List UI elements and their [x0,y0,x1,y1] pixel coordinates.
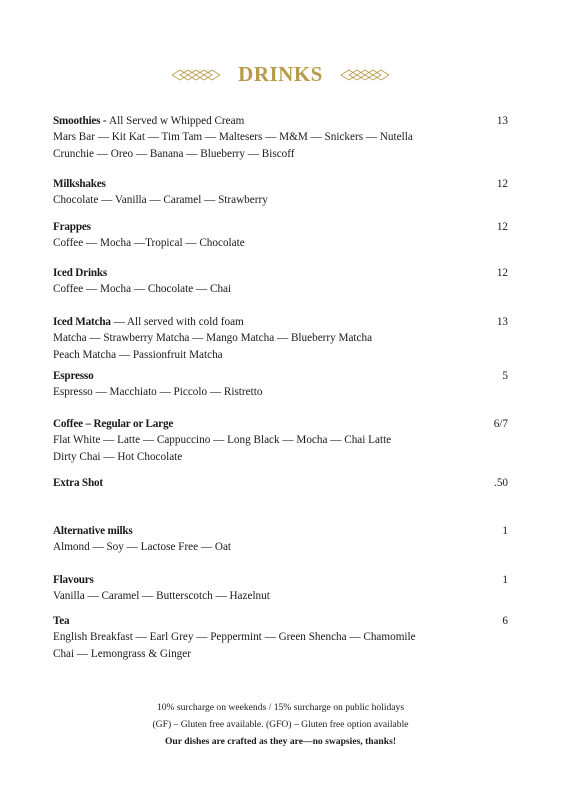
menu-section-alternative-milks [53,523,508,556]
items-line: Espresso — Macchiato — Piccolo — Ristretto [53,386,263,398]
section-price: 6 [502,615,508,627]
menu-section-iced-matcha [53,314,508,363]
menu-section-extra-shot [53,475,508,491]
menu-section-smoothies [53,113,508,162]
section-title: Espresso [53,370,94,382]
section-title: Alternative milks [53,525,133,537]
section-note: — All served with cold foam [110,316,244,328]
items-line: Crunchie — Oreo — Banana — Blueberry — Biscoff [53,147,295,160]
section-title: Iced Matcha [53,316,111,328]
section-price: 13 [496,316,508,328]
items-line: Mars Bar — Kit Kat — Tim Tam — Maltesers — M&M — Snickers — Nutella [53,131,413,143]
menu-title: DRINKS [238,62,323,86]
section-price: 12 [496,267,508,279]
items-line: Chocolate — Vanilla — Caramel — Strawberry [53,194,268,206]
section-title: Tea [53,615,70,627]
menu-section-frappes [53,219,508,252]
section-title: Frappes [53,221,91,233]
section-price: 6/7 [493,418,508,430]
section-price: 12 [496,178,508,190]
section-title: Coffee – Regular or Large [53,418,174,430]
section-title: Flavours [53,574,94,586]
menu-section-tea [53,613,508,662]
menu-header [0,60,561,92]
section-price: 12 [496,221,508,233]
items-line: Dirty Chai — Hot Chocolate [53,450,183,463]
menu-section-coffee [53,416,508,465]
items-line: Almond — Soy — Lactose Free — Oat [53,541,232,553]
section-price: 1 [502,574,508,586]
menu-section-espresso [53,368,508,401]
surcharge-note: 10% surcharge on weekends / 15% surcharge on public holidays [156,702,405,713]
items-line: Coffee — Mocha —Tropical — Chocolate [53,237,245,249]
menu-footer [0,699,561,750]
items-line: Peach Matcha — Passionfruit Matcha [53,348,223,361]
section-title: Milkshakes [53,178,106,190]
art-deco-right-ornament-icon [339,66,389,84]
section-price: 13 [496,115,508,127]
section-title: Extra Shot [53,477,103,489]
menu-section-milkshakes [53,176,508,209]
section-note: All Served w Whipped Cream [109,115,245,127]
items-line: English Breakfast — Earl Grey — Peppermint — Green Shencha — Chamomile [53,631,416,643]
section-price: 1 [502,525,508,537]
items-line: Flat White — Latte — Cappuccino — Long Black — Mocha — Chai Latte [53,434,392,446]
items-line: Vanilla — Caramel — Butterscotch — Hazelnut [53,590,270,602]
section-price: .50 [494,477,508,489]
items-line: Chai — Lemongrass & Ginger [53,647,191,660]
gluten-free-note: (GF) – Gluten free available. (GFO) – Gluten free option available [152,719,409,730]
no-swaps-note: Our dishes are crafted as they are—no swapsies, thanks! [164,736,397,747]
section-title: Iced Drinks [53,267,108,279]
items-line: Matcha — Strawberry Matcha — Mango Matcha — Blueberry Matcha [53,332,373,344]
section-price: 5 [502,370,508,382]
menu-section-flavours [53,572,508,605]
items-line: Coffee — Mocha — Chocolate — Chai [53,283,232,295]
menu-section-iced-drinks [53,265,508,298]
section-title: Smoothies - [53,115,110,127]
